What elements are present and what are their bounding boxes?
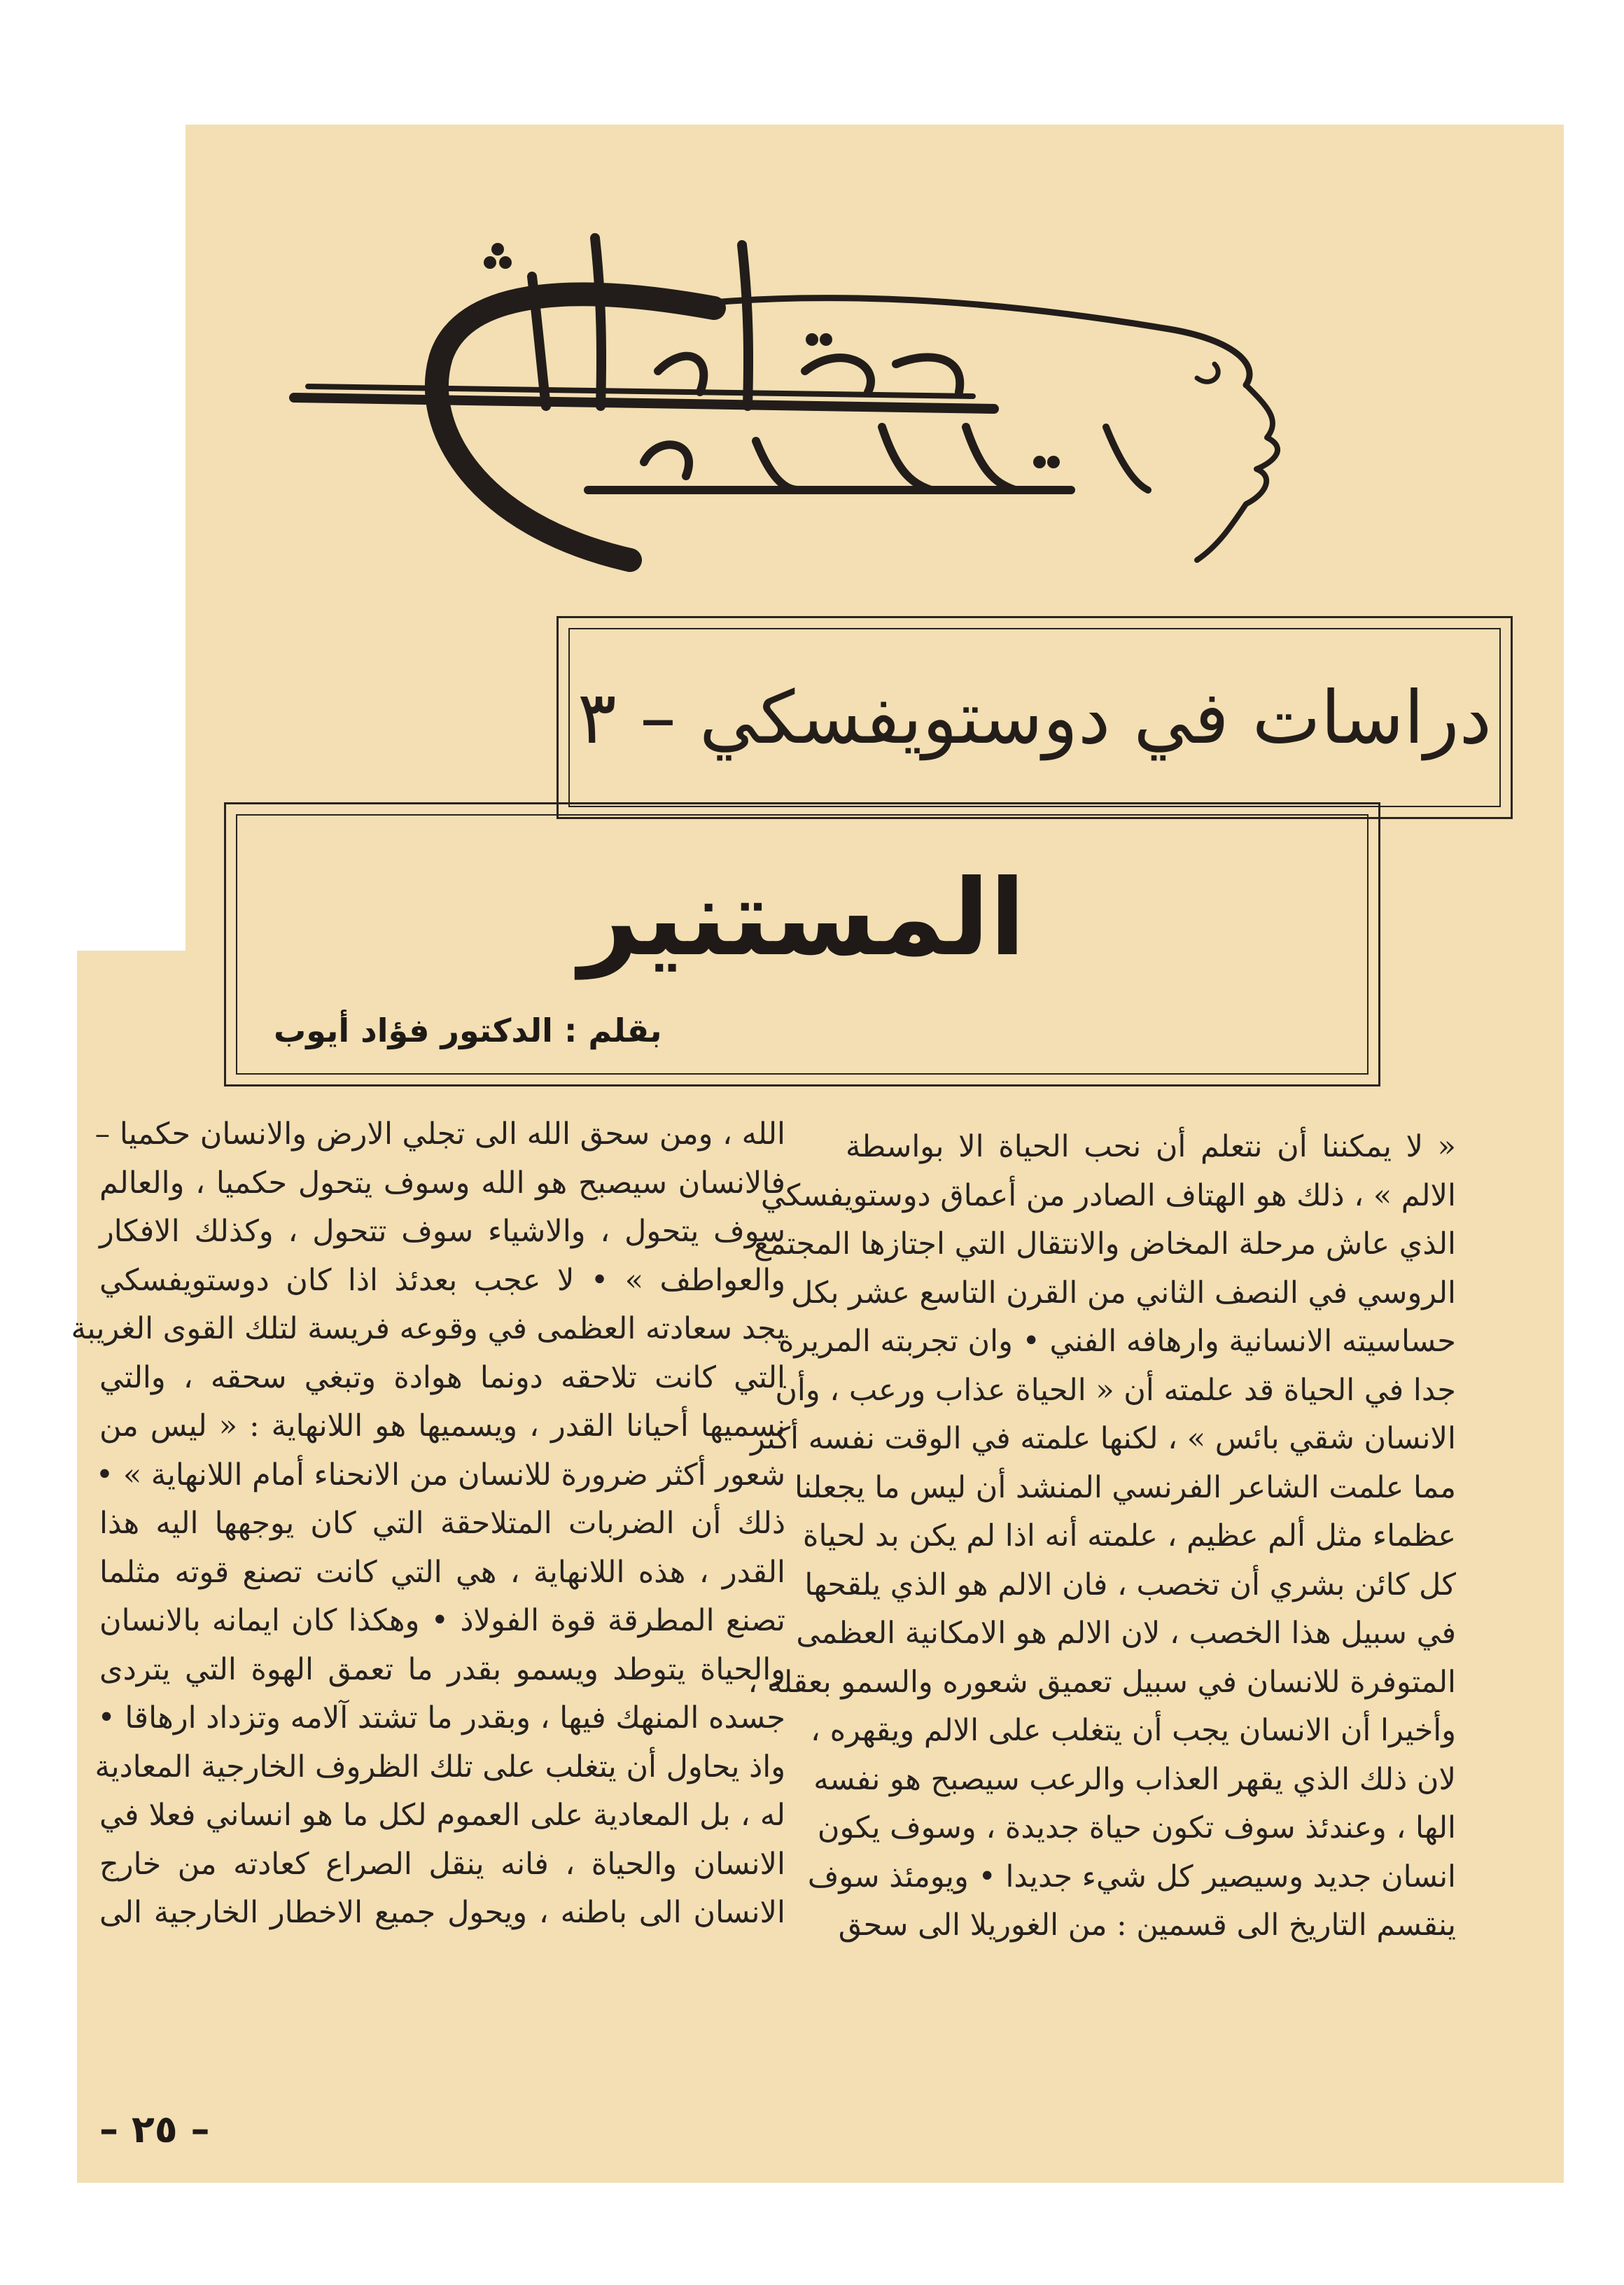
body-line: جدا في الحياة قد علمته أن « الحياة عذاب ورعب ، وأن [775,1372,1456,1408]
calligraphy-dot [491,243,504,256]
body-line: حساسيته الانسانية وارهافه الفني • وان تجربته المريرة [778,1324,1456,1359]
body-line: الله ، ومن سحق الله الى تجلي الارض والانسان حكميا – [94,1117,785,1152]
body-line: المتوفرة للانسان في سبيل تعميق شعوره والسمو بعقله ، [748,1664,1456,1700]
calligraphy-dot [484,256,496,269]
article-title-frame [236,814,1368,1075]
body-line: الانسان والحياة ، فانه ينقل الصراع كعادته من خارج [99,1846,785,1882]
head-outline [437,294,714,560]
body-line: تصنع المطرقة قوة الفولاذ • وهكذا كان ايمانه بالانسان [99,1603,785,1638]
body-line: له ، بل المعادية على العموم لكل ما هو انساني فعلا في [99,1798,785,1833]
body-line: لان ذلك الذي يقهر العذاب والرعب سيصبح هو نفسه [813,1761,1456,1797]
series-title-box [556,616,1513,819]
calligraphy-stroke-12 [966,427,1015,490]
body-line: كل كائن بشري أن تخصب ، فان الالم هو الذي يلقحها [804,1567,1456,1602]
body-line: واذ يحاول أن يتغلب على تلك الظروف الخارجية المعادية [94,1749,785,1784]
page-number: – ٢٥ – [99,2107,210,2151]
body-line: يجد سعادته العظمى في وقوعه فريسة لتلك القوى الغريبة [71,1311,785,1346]
face-profile [1197,385,1278,560]
body-line: مما علمت الشاعر الفرنسي المنشد أن ليس ما يجعلنا [794,1469,1456,1505]
calligraphy-stroke-14 [1106,427,1148,490]
calligraphy-dot [1047,456,1060,468]
body-line: الانسان الى باطنه ، ويحول جميع الاخطار الخارجية الى [99,1895,785,1930]
calligraphy-dot [820,333,832,346]
series-title-frame [568,628,1501,807]
body-line: الذي عاش مرحلة المخاض والانتقال التي اجتازها المجتمع [753,1227,1456,1262]
calligraphy-stroke-10 [756,441,798,490]
body-line: والحياة يتوطد ويسمو بقدر ما تعمق الهوة التي يتردى [99,1651,785,1687]
body-line: شعور أكثر ضرورة للانسان من الانحناء أمام اللانهاية » • [95,1457,785,1493]
calligraphy-stroke-6 [658,356,704,392]
calligraphy-stroke-4 [595,238,601,406]
body-line: ذلك أن الضربات المتلاحقة التي كان يوجهها اليه هذا [99,1506,785,1541]
body-line: الها ، وعندئذ سوف تكون حياة جديدة ، وسوف يكون [817,1810,1456,1845]
text-column-right [748,1123,1456,1950]
body-line: وأخيرا أن الانسان يجب أن يتغلب على الالم ويقهره ، [811,1713,1456,1748]
calligraphy-stroke-1 [294,398,994,409]
body-line: في سبيل هذا الخصب ، لان الالم هو الامكانية العظمى [796,1616,1456,1651]
text-column-left [71,1110,785,1938]
body-line: الالم » ، ذلك هو الهتاف الصادر من أعماق دوستويفسكي [760,1178,1456,1213]
calligraphy-dot [499,256,512,269]
body-line: ينقسم التاريخ الى قسمين : من الغوريلا الى سحق [838,1908,1456,1943]
body-line: عظماء مثل ألم عظيم ، علمته أنه اذا لم يكن بد لحياة [802,1518,1456,1553]
byline: بقلم : الدكتور فؤاد أيوب [274,1012,662,1049]
body-line: التي كانت تلاحقه دونما هوادة وتبغي سحقه ، والتي [99,1360,785,1395]
body-line: الانسان شقي بائس » ، لكنها علمته في الوقت نفسه أكثر [750,1421,1456,1456]
body-line: جسده المنهك فيها ، وبقدر ما تشتد آلامه وتزداد ارهاقا • [97,1700,785,1735]
article-title-box [224,802,1380,1086]
ear-mark [1197,364,1218,382]
calligraphy-dot [806,333,818,346]
body-line: الروسي في النصف الثاني من القرن التاسع عشر بكل [791,1275,1456,1311]
calligraphy-stroke-8 [896,357,960,392]
body-line: القدر ، هذه اللانهاية ، هي التي كانت تصنع قوته مثلما [99,1554,785,1590]
series-title: دراسات في دوستويفسكي – ٣ [578,675,1492,760]
calligraphy-stroke-11 [882,427,931,490]
calligraphy-stroke-13 [644,445,689,476]
article-title: المستنير [579,858,1026,979]
body-line: انسان جديد وسيصير كل شيء جديدا • ويومئذ سوف [807,1859,1456,1894]
body-line: والعواطف » • لا عجب بعدئذ اذا كان دوستويفسكي [99,1262,785,1298]
body-line: « لا يمكننا أن نتعلم أن نحب الحياة الا بواسطة [846,1129,1456,1164]
calligraphy-stroke-7 [805,358,871,392]
body-line: سوف يتحول ، والاشياء سوف تتحول ، وكذلك الافكار [99,1214,785,1249]
calligraphy-dot [1033,456,1046,468]
calligraphy-stroke-5 [742,245,748,406]
body-line: فالانسان سيصبح هو الله وسوف يتحول حكميا ، والعالم [99,1165,785,1201]
calligraphy-header [266,196,1316,588]
body-line: نسميها أحيانا القدر ، ويسميها هو اللانهاية : « ليس من [99,1409,785,1444]
